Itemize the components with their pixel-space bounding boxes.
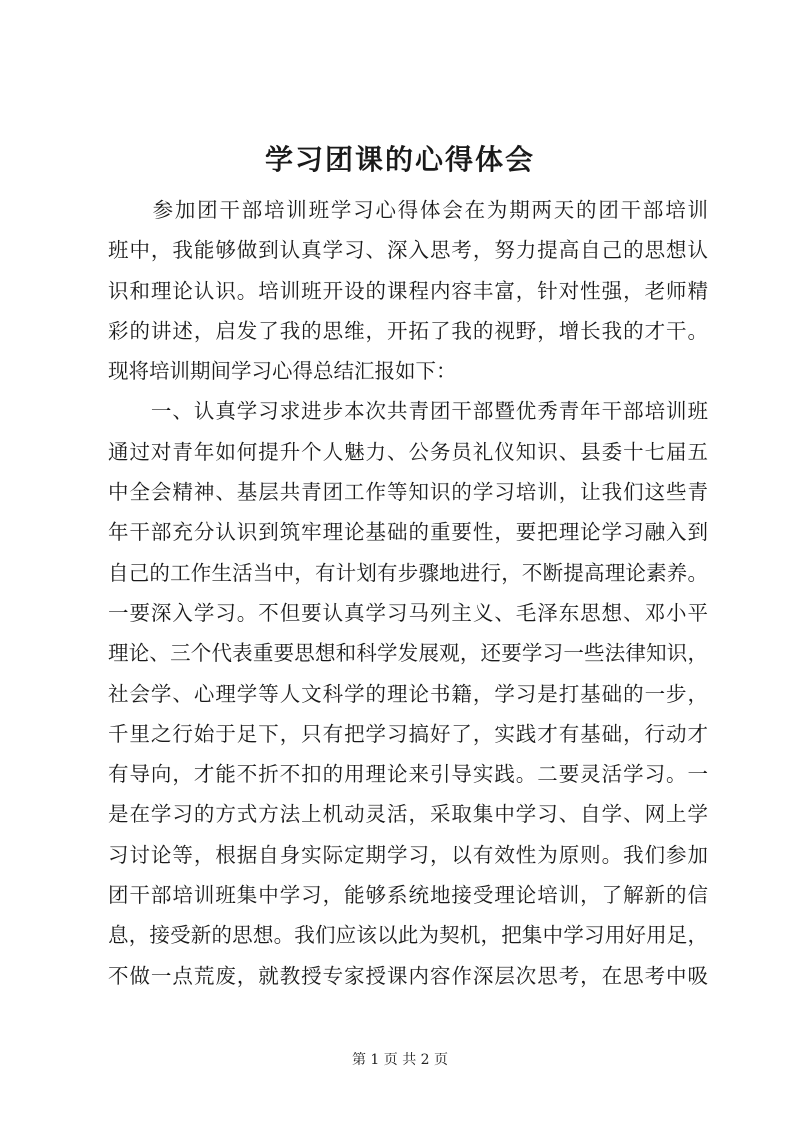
text-line: 现将培训期间学习心得总结汇报如下： — [108, 359, 457, 384]
text-line: 有导向，才能不折不扣的用理论来引导实践。二要灵活学习。一 — [108, 762, 708, 787]
page-footer: 第 1 页 共 2 页 — [351, 1052, 449, 1068]
document-body — [108, 190, 708, 996]
text-line: 不做一点荒废，就教授专家授课内容作深层次思考，在思考中吸 — [108, 963, 708, 988]
text-line: 一要深入学习。不但要认真学习马列主义、毛泽东思想、邓小平 — [108, 600, 708, 625]
text-line: 中全会精神、基层共青团工作等知识的学习培训，让我们这些青 — [108, 480, 708, 505]
text-line: 通过对青年如何提升个人魅力、公务员礼仪知识、县委十七届五 — [108, 439, 708, 464]
text-line: 识和理论认识。培训班开设的课程内容丰富，针对性强，老师精 — [108, 278, 708, 303]
text-line: 班中，我能够做到认真学习、深入思考，努力提高自己的思想认 — [108, 238, 708, 263]
text-line: 自己的工作生活当中，有计划有步骤地进行，不断提高理论素养。 — [108, 560, 708, 585]
text-line: 是在学习的方式方法上机动灵活，采取集中学习、自学、网上学 — [108, 802, 708, 827]
document-title: 学习团课的心得体会 — [264, 143, 535, 176]
text-line: 息，接受新的思想。我们应该以此为契机，把集中学习用好用足， — [108, 923, 708, 948]
text-line: 年干部充分认识到筑牢理论基础的重要性，要把理论学习融入到 — [108, 520, 708, 545]
text-line: 参加团干部培训班学习心得体会在为期两天的团干部培训 — [108, 198, 708, 222]
text-line: 团干部培训班集中学习，能够系统地接受理论培训，了解新的信 — [108, 883, 708, 908]
text-line: 理论、三个代表重要思想和科学发展观，还要学习一些法律知识， — [108, 641, 708, 666]
text-line: 千里之行始于足下，只有把学习搞好了，实践才有基础，行动才 — [108, 721, 708, 746]
text-line: 彩的讲述，启发了我的思维，开拓了我的视野，增长我的才干。 — [108, 318, 708, 343]
text-line: 习讨论等，根据自身实际定期学习，以有效性为原则。我们参加 — [108, 842, 708, 867]
text-line: 一、认真学习求进步本次共青团干部暨优秀青年干部培训班 — [108, 399, 708, 424]
text-line: 社会学、心理学等人文科学的理论书籍，学习是打基础的一步， — [108, 681, 708, 706]
